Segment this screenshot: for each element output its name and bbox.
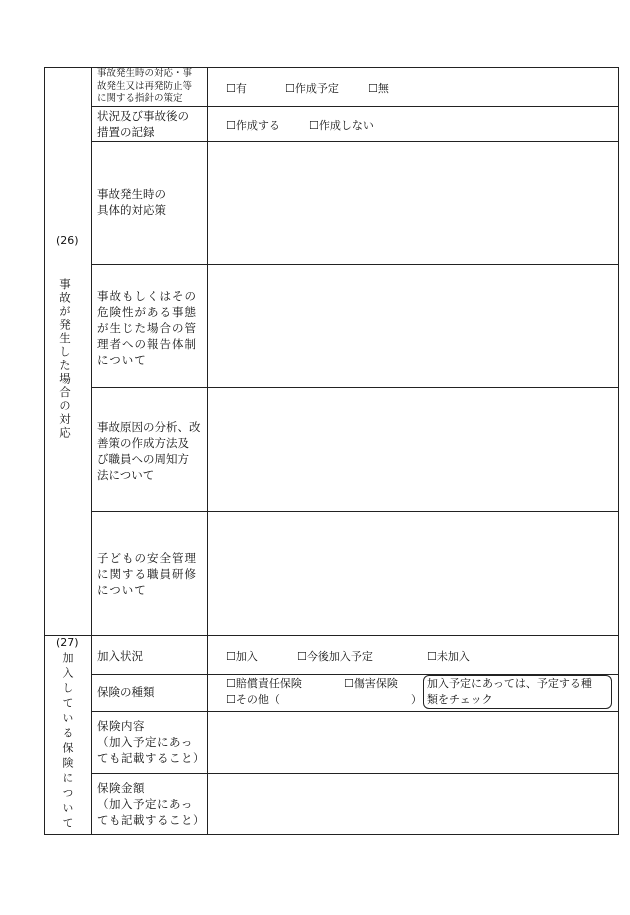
accident-insurance-form <box>44 67 619 835</box>
row-27-content-input[interactable] <box>209 712 618 772</box>
option-yes[interactable]: ☐有 <box>226 82 247 95</box>
row-divider <box>91 106 619 107</box>
option-not-create[interactable]: ☐作成しない <box>309 119 374 132</box>
row-26-training-label: 子どもの安全管理 に関する職員研修 について <box>97 551 197 597</box>
option-injury-insurance[interactable]: ☐傷害保険 <box>344 677 398 690</box>
column-divider-right <box>207 68 208 834</box>
section-27-number: (27) <box>56 636 79 649</box>
option-other[interactable]: ☐その他（ <box>226 693 280 706</box>
row-27-amount-label: 保険金額 （加入予定にあっ ても記載すること） <box>97 781 205 827</box>
row-27-type-label: 保険の種類 <box>97 685 155 699</box>
section-26-number: (26) <box>56 234 79 247</box>
option-planned[interactable]: ☐作成予定 <box>285 82 339 95</box>
column-divider-left <box>91 68 92 834</box>
option-not-joined[interactable]: ☐未加入 <box>427 650 470 663</box>
row-26-report-label: 事故もしくはその 危険性がある事態 が生じた場合の管 理者への報告体制 について <box>97 289 197 367</box>
row-27-status-label: 加入状況 <box>97 649 143 663</box>
option-join-planned[interactable]: ☐今後加入予定 <box>297 650 373 663</box>
row-26-report-input[interactable] <box>209 265 618 386</box>
insurance-type-note: 加入予定にあっては、予定する種 類をチェック <box>427 677 592 706</box>
option-liability-insurance[interactable]: ☐賠償責任保険 <box>226 677 302 690</box>
row-26-policy-label: 事故発生時の対応・事 故発生又は再発防止等 に関する指針の策定 <box>97 68 193 104</box>
option-joined[interactable]: ☐加入 <box>226 650 258 663</box>
option-create[interactable]: ☐作成する <box>226 119 280 132</box>
row-27-content-label: 保険内容 （加入予定にあっ ても記載すること） <box>97 719 205 765</box>
row-26-analysis-label: 事故原因の分析、改 善策の作成方法及 び職員への周知方 法について <box>97 420 201 482</box>
option-other-close: ） <box>411 693 422 706</box>
section-27-title: 加入している保険について <box>61 652 74 832</box>
row-27-amount-input[interactable] <box>209 774 618 833</box>
row-26-response-input[interactable] <box>209 142 618 263</box>
row-26-response-label: 事故発生時の 具体的対応策 <box>97 187 166 217</box>
row-26-training-input[interactable] <box>209 512 618 634</box>
section-divider <box>45 635 619 636</box>
section-26-title: 事故が発生した場合の対応 <box>58 278 72 440</box>
option-no[interactable]: ☐無 <box>368 82 389 95</box>
row-26-record-label: 状況及び事故後の 措置の記録 <box>97 109 189 139</box>
row-26-analysis-input[interactable] <box>209 388 618 510</box>
